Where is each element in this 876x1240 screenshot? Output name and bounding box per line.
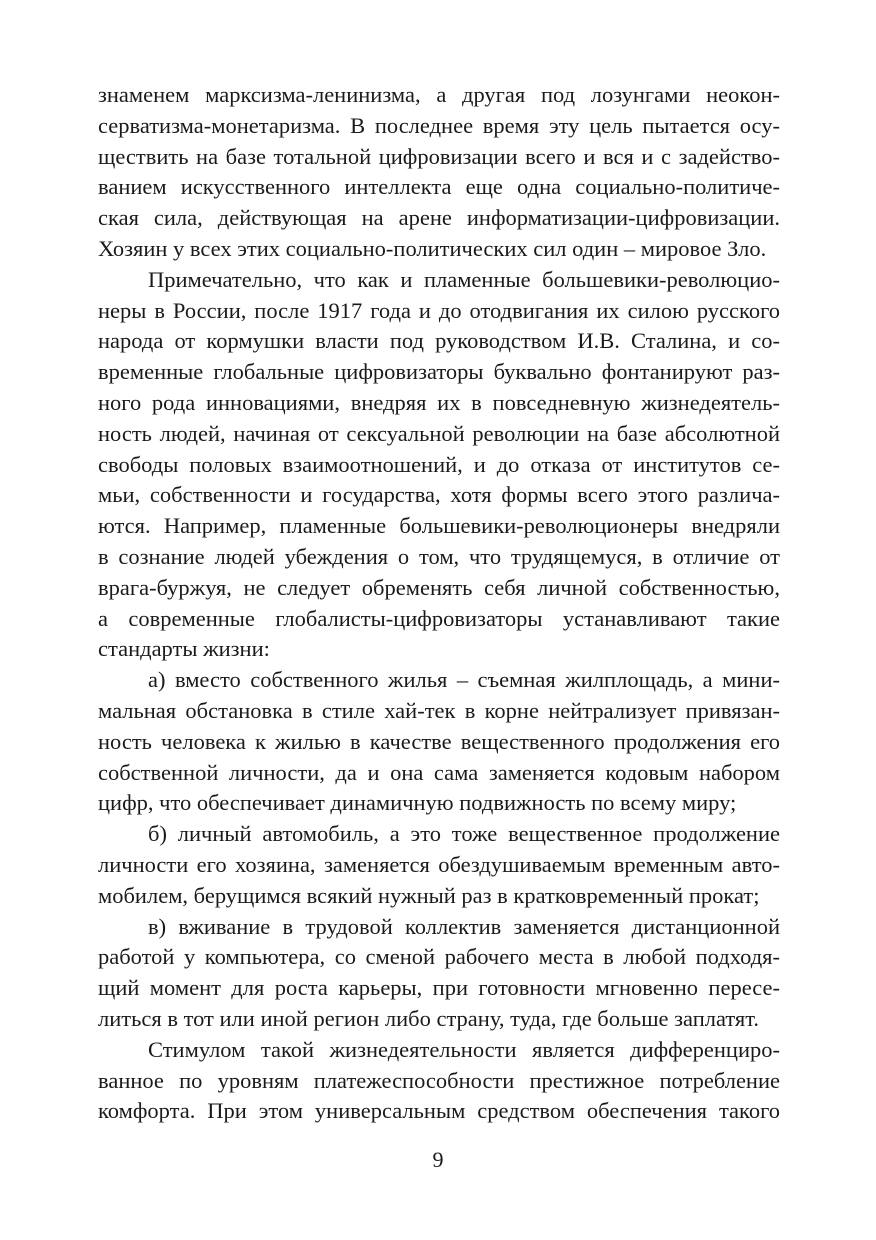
text-line: ность людей, начиная от сексуальной революции на базе абсолютной: [98, 420, 780, 446]
text-line: мьи, собственности и государства, хотя формы всего этого различа-: [98, 482, 780, 508]
list-item-c: в) вживание в трудовой коллектив заменяется дистанционной: [148, 913, 780, 939]
text-line: народа от кормушки власти под руководством И.В. Сталина, и со-: [98, 328, 780, 354]
text-line: щий момент для роста карьеры, при готовности мгновенно пересе-: [98, 975, 780, 1001]
text-line: цифр, что обеспечивает динамичную подвижность по всему миру;: [98, 790, 737, 816]
text-line: ного рода инновациями, внедряя их в повседневную жизнедеятель-: [98, 389, 780, 415]
text-line: ванное по уровням платежеспособности престижное потребление: [98, 1067, 780, 1093]
list-item-a: а) вместо собственного жилья – съемная жилплощадь, а мини-: [148, 667, 780, 693]
text-line: ются. Например, пламенные большевики-революционеры внедряли: [98, 513, 780, 539]
text-line: а современные глобалисты-цифровизаторы устанавливают такие: [98, 605, 780, 631]
text-line: ществить на базе тотальной цифровизации всего и вся и с задейство-: [98, 143, 780, 169]
text-line: личности его хозяина, заменяется обездушиваемым временным авто-: [98, 851, 780, 877]
text-line: мальная обстановка в стиле хай-тек в корне нейтрализует привязан-: [98, 697, 780, 723]
text-line: ванием искусственного интеллекта еще одна социально-политиче-: [98, 174, 780, 200]
text-line: Хозяин у всех этих социально-политических сил один – мировое Зло.: [98, 235, 767, 261]
text-line: работой у компьютера, со сменой рабочего места в любой подходя-: [98, 944, 780, 970]
text-line: знаменем марксизма-ленинизма, а другая под лозунгами неокон-: [98, 82, 780, 107]
text-line: врага-буржуя, не следует обременять себя личной собственностью,: [98, 574, 780, 600]
text-line: свободы половых взаимоотношений, и до отказа от институтов се-: [98, 451, 780, 477]
text-line: временные глобальные цифровизаторы буквально фонтанируют раз-: [98, 359, 780, 385]
text-line: неры в России, после 1917 года и до отодвигания их силою русского: [98, 297, 780, 323]
text-line: мобилем, берущимся всякий нужный раз в кратковременный прокат;: [98, 882, 760, 908]
list-item-b: б) личный автомобиль, а это тоже вещественное продолжение: [148, 821, 780, 847]
page-number: 9: [432, 1147, 444, 1172]
text-line: комфорта. При этом универсальным средством обеспечения такого: [98, 1098, 780, 1124]
text-line: собственной личности, да и она сама заменяется кодовым набором: [98, 759, 780, 785]
text-line: ская сила, действующая на арене информатизации-цифровизации.: [98, 205, 780, 231]
text-line: ность человека к жилью в качестве вещественного продолжения его: [98, 728, 780, 754]
text-line: Примечательно, что как и пламенные большевики-революцио-: [148, 266, 780, 292]
text-line: Стимулом такой жизнедеятельности является дифференциро-: [148, 1036, 780, 1062]
text-line: литься в тот или иной регион либо страну, туда, где больше заплатят.: [98, 1005, 760, 1031]
text-line: серватизма-монетаризма. В последнее время эту цель пытается осу-: [98, 112, 780, 138]
text-line: стандарты жизни:: [98, 636, 270, 662]
text-line: в сознание людей убеждения о том, что трудящемуся, в отличие от: [98, 543, 780, 569]
page-body: [98, 80, 780, 1127]
